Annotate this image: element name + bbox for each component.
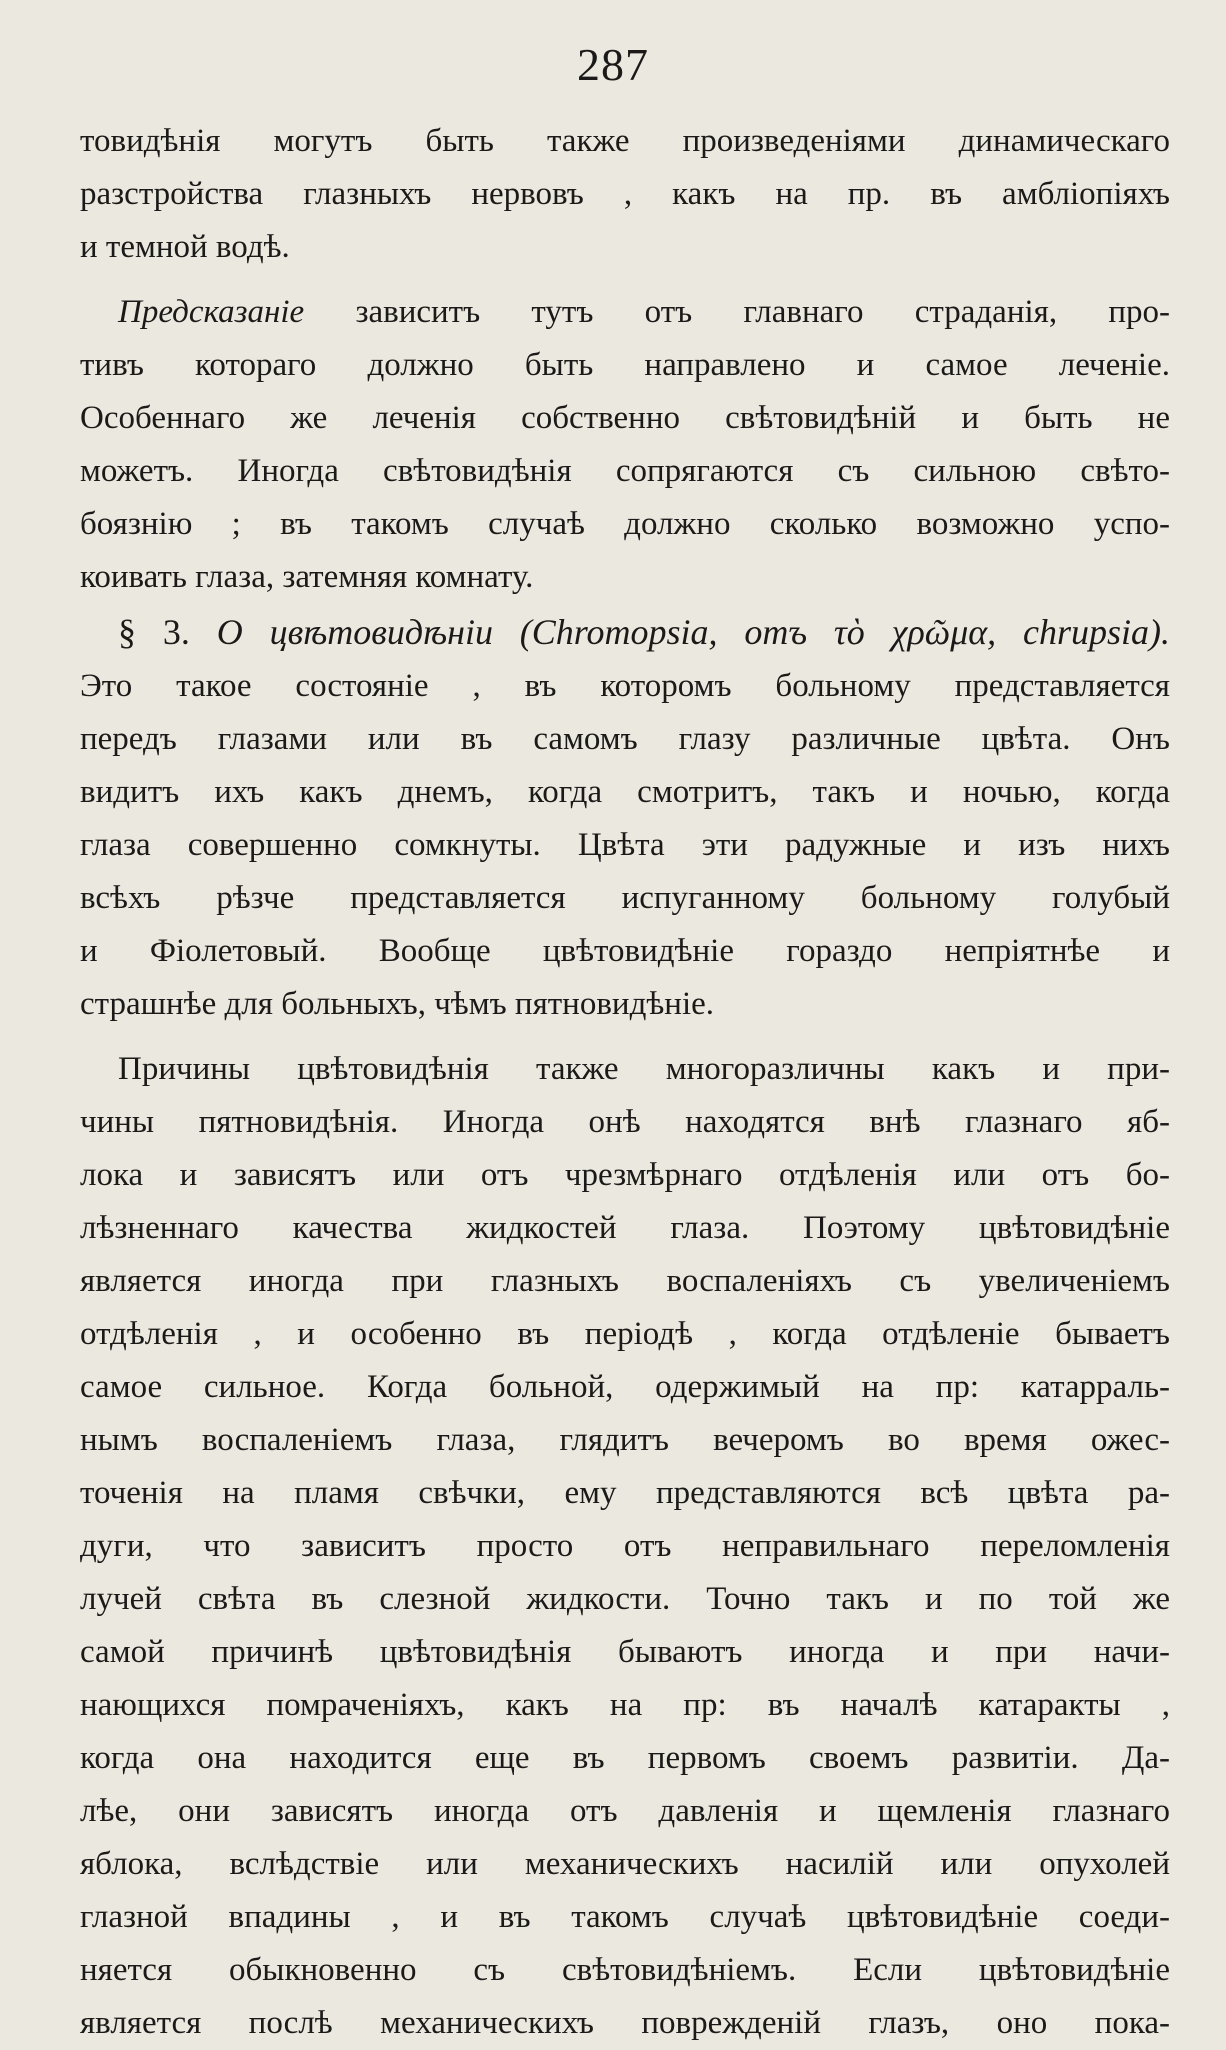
text-line: нымъ воспаленіемъ глаза, глядитъ вечеромъ во время ожес- [80,1422,1170,1458]
text-line: няется обыкновенно съ свѣтовидѣніемъ. Если цвѣтовидѣніе [80,1952,1170,1988]
text-line: лѣзненнаго качества жидкостей глаза. Поэтому цвѣтовидѣніе [80,1210,1170,1246]
text-line: товидѣнія могутъ быть также произведеніями динамическаго [80,123,1170,159]
section-heading [80,604,1170,660]
text-line: является послѣ механическихъ поврежденій глазъ, оно пока- [80,2005,1170,2041]
text-line: лучей свѣта въ слезной жидкости. Точно такъ и по той же [80,1581,1170,1617]
text-line: глазной впадины , и въ такомъ случаѣ цвѣтовидѣніе соеди- [80,1899,1170,1935]
text-line: боязнію ; въ такомъ случаѣ должно сколько возможно успо- [80,506,1170,542]
text-line: всѣхъ рѣзче представляется испуганному больному голубый [80,880,1170,916]
text-line: когда она находится еще въ первомъ своемъ развитіи. Да- [80,1740,1170,1776]
paragraph-description [80,660,1170,1031]
text-line: точенія на пламя свѣчки, ему представляются всѣ цвѣта ра- [80,1475,1170,1511]
text-line: самой причинѣ цвѣтовидѣнія бываютъ иногда и при начи- [80,1634,1170,1670]
text-line: нающихся помраченіяхъ, какъ на пр: въ началѣ катаракты , [80,1687,1170,1723]
paragraph-causes [80,1043,1170,2050]
text-line: и темной водѣ. [80,229,290,265]
text-line: разстройства глазныхъ нервовъ , какъ на пр. въ амбліопіяхъ [80,176,1170,212]
page-text [80,115,1170,2050]
text-line: является иногда при глазныхъ воспаленіяхъ съ увеличеніемъ [80,1263,1170,1299]
text-line: Причины цвѣтовидѣнія также многоразличны какъ и при- [118,1051,1170,1087]
text-fragment: зависитъ тутъ отъ главнаго страданія, про- [304,294,1170,330]
text-line: можетъ. Иногда свѣтовидѣнія сопрягаются съ сильною свѣто- [80,453,1170,489]
text-line [80,286,1170,339]
text-line: глаза совершенно сомкнуты. Цвѣта эти радужные и изъ нихъ [80,827,1170,863]
text-line: и Фіолетовый. Вообще цвѣтовидѣніе гораздо непріятнѣе и [80,933,1170,969]
text-line: страшнѣе для больныхъ, чѣмъ пятновидѣніе. [80,986,715,1022]
page-number: 287 [577,39,649,90]
paragraph-prognosis [80,286,1170,604]
text-line: лока и зависятъ или отъ чрезмѣрнаго отдѣленія или отъ бо- [80,1157,1170,1193]
text-line: отдѣленія , и особенно въ періодѣ , когда отдѣленіе бываетъ [80,1316,1170,1352]
text-line: дуги, что зависитъ просто отъ неправильнаго переломленія [80,1528,1170,1564]
text-line: яблока, вслѣдствіе или механическихъ насилій или опухолей [80,1846,1170,1882]
section-number: § 3. [118,612,190,652]
text-line: тивъ котораго должно быть направлено и самое леченіе. [80,347,1170,383]
text-line: лѣе, они зависятъ иногда отъ давленія и щемленія глазнаго [80,1793,1170,1829]
text-line: самое сильное. Когда больной, одержимый на пр: катарраль- [80,1369,1170,1405]
paragraph-continuation [80,115,1170,274]
section-title: О цвѣтовидѣніи (Chromopsia, отъ τὸ χρῶμα, chrupsia). [189,612,1170,652]
text-line: Особеннаго же леченія собственно свѣтовидѣній и быть не [80,400,1170,436]
text-line: видитъ ихъ какъ днемъ, когда смотритъ, такъ и ночью, когда [80,774,1170,810]
text-line: Это такое состояніе , въ которомъ больному представляется [80,668,1170,704]
text-line: передъ глазами или въ самомъ глазу различные цвѣта. Онъ [80,721,1170,757]
text-line: коивать глаза, затемняя комнату. [80,559,534,595]
text-line: чины пятновидѣнія. Иногда онѣ находятся внѣ глазнаго яб- [80,1104,1170,1140]
prognosis-term: Предсказаніе [118,294,305,330]
